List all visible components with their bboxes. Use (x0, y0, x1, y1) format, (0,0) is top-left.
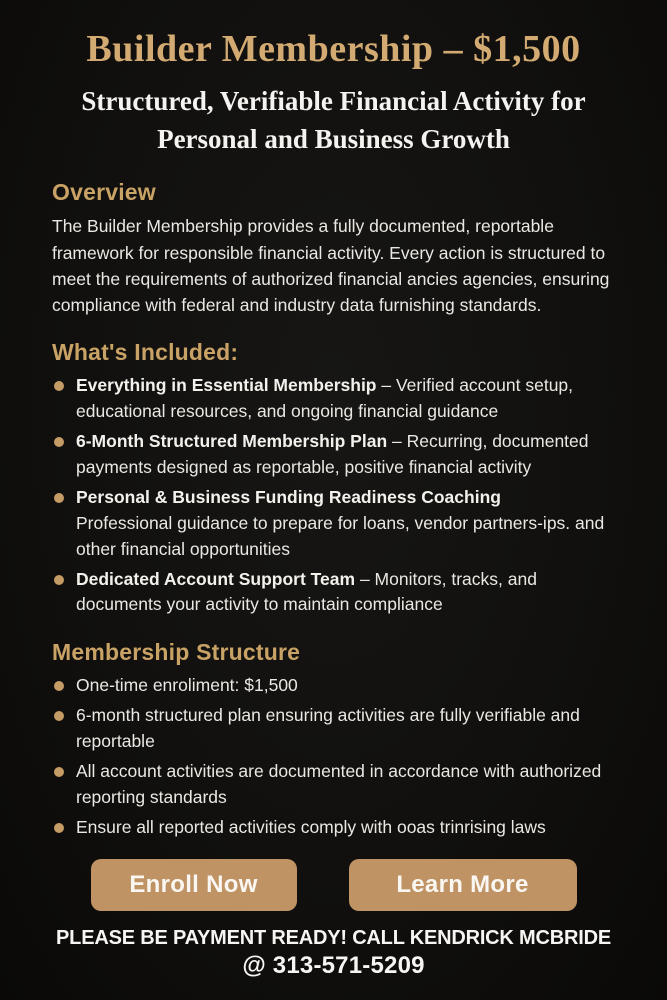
list-item-text: 6-month structured plan ensuring activities are fully verifiable and reportable (76, 705, 580, 752)
bullet-dot-icon (54, 681, 64, 691)
overview-body: The Builder Membership provides a fully documented, reportable framework for responsible financial activity. Every action is structured to meet the requirements of authorized financial ancies agencies, ensuring compliance with federal and industry data furnishing standards. (52, 216, 610, 316)
list-item (52, 815, 615, 841)
membership-structure-section (52, 639, 615, 840)
list-item-text: One-time enroliment: $1,500 (76, 675, 298, 696)
item-desc: Professional guidance to prepare for loans, vendor partners-ips. and other financial opportunities (76, 512, 605, 559)
membership-structure-heading: Membership Structure (52, 639, 301, 666)
structure-list (52, 673, 615, 840)
footer-payment-line: PLEASE BE PAYMENT READY! CALL KENDRICK MCBRIDE (56, 926, 611, 949)
list-item (52, 567, 615, 619)
overview-section (52, 179, 615, 318)
whats-included-section (52, 339, 615, 618)
bullet-dot-icon (54, 711, 64, 721)
list-item (52, 673, 615, 699)
included-list (52, 373, 615, 618)
list-item (52, 759, 615, 811)
bullet-dot-icon (54, 437, 64, 447)
list-item-text: Ensure all reported activities comply with ooas trinrising laws (76, 816, 546, 837)
item-desc: – Monitors, tracks, and documents your activity to maintain compliance (76, 568, 537, 615)
footer-phone-number: @ 313-571-5209 (242, 951, 425, 979)
bullet-dot-icon (54, 823, 64, 833)
overview-heading: Overview (52, 179, 156, 206)
whats-included-heading: What's Included: (52, 339, 239, 366)
list-item-text (76, 373, 615, 425)
enroll-now-button[interactable]: Enroll Now (91, 859, 297, 911)
page-subtitle: Structured, Verifiable Financial Activity for Personal and Business Growth (81, 85, 586, 155)
item-lead: Personal & Business Funding Readiness Coaching (76, 486, 501, 507)
list-item-text (76, 485, 615, 563)
list-item-text: All account activities are documented in accordance with authorized reporting standards (76, 761, 602, 807)
bullet-dot-icon (54, 575, 64, 585)
bullet-dot-icon (54, 381, 64, 391)
bullet-dot-icon (54, 767, 64, 777)
bullet-dot-icon (54, 493, 64, 503)
list-item (52, 703, 615, 755)
page-title: Builder Membership – $1,500 (86, 28, 581, 70)
item-lead: Everything in Essential Membership (76, 375, 377, 396)
list-item-text (76, 567, 615, 619)
item-desc: – Recurring, documented payments designed as reportable, positive financial activity (76, 431, 589, 478)
item-desc: – Verified account setup, educational resources, and ongoing financial guidance (76, 375, 574, 422)
learn-more-button[interactable]: Learn More (349, 859, 577, 911)
item-lead: 6-Month Structured Membership Plan (76, 431, 388, 452)
list-item (52, 373, 615, 425)
list-item (52, 429, 615, 481)
list-item (52, 485, 615, 563)
footer-cta (52, 927, 615, 980)
item-lead: Dedicated Account Support Team (76, 568, 356, 589)
list-item-text (76, 429, 615, 481)
action-buttons-row (52, 859, 615, 911)
